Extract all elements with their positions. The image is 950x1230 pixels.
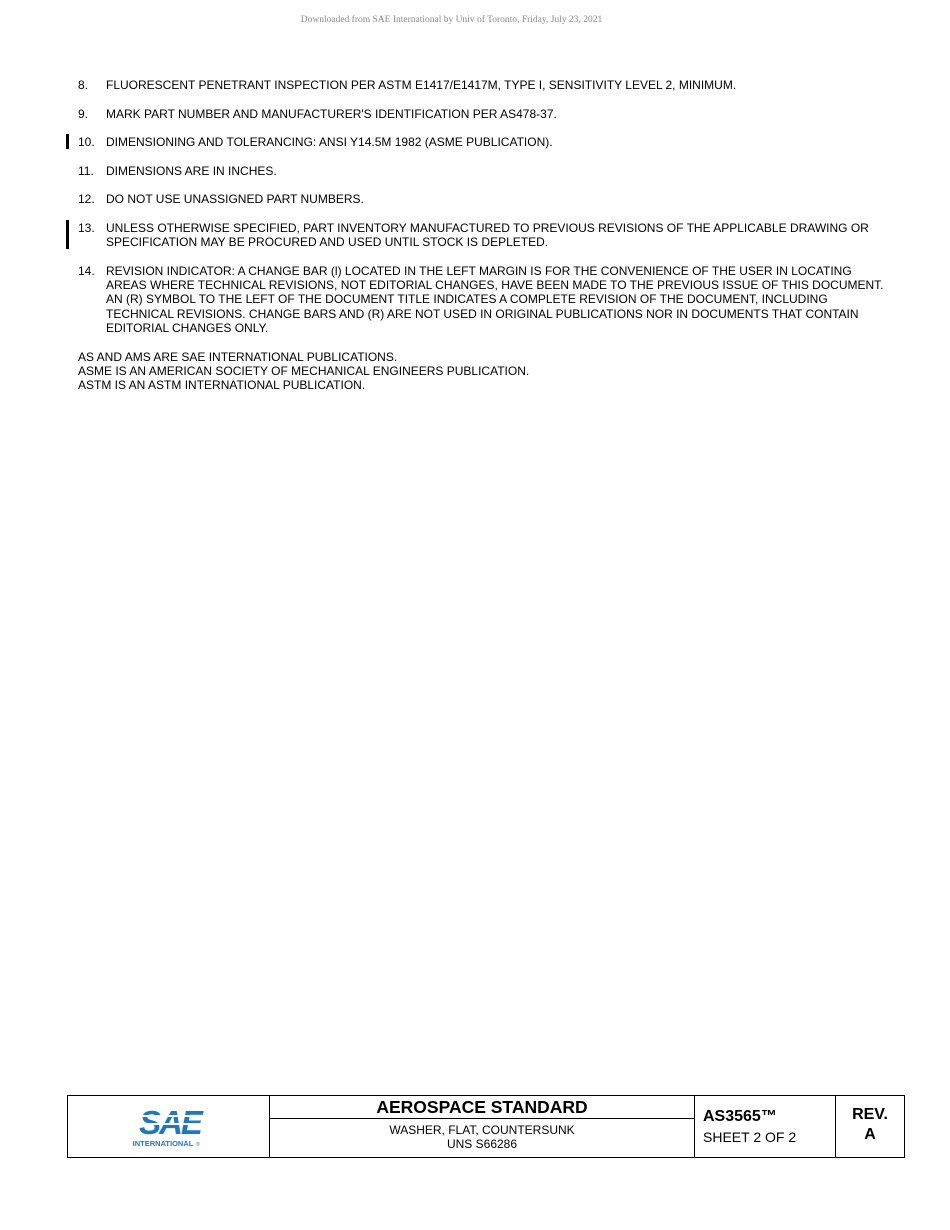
note-14	[78, 264, 888, 335]
note-number: 12.	[78, 192, 95, 207]
note-text: DIMENSIONS ARE IN INCHES.	[106, 163, 277, 178]
publications-list	[78, 350, 888, 393]
sae-logo-icon	[130, 1104, 210, 1150]
note-number: 14.	[78, 263, 95, 278]
note-10	[78, 135, 888, 149]
note-text: UNLESS OTHERWISE SPECIFIED, PART INVENTORY MANUFACTURED TO PREVIOUS REVISIONS OF THE APPLICABLE DRAWING OR SPECIFICATION MAY BE PROCURED AND USED UNTIL STOCK IS DEPLETED.	[106, 220, 869, 250]
note-11	[78, 164, 888, 178]
title-block	[67, 1095, 905, 1158]
part-title: WASHER, FLAT, COUNTERSUNK	[389, 1123, 575, 1137]
publication-line: ASTM IS AN ASTM INTERNATIONAL PUBLICATION.	[78, 378, 366, 393]
note-text: REVISION INDICATOR: A CHANGE BAR (l) LOCATED IN THE LEFT MARGIN IS FOR THE CONVENIENCE OF THE USER IN LOCATING AREAS WHERE TECHNICAL REVISIONS, NOT EDITORIAL CHANGES, HAVE BEEN MADE TO THE PREVIOUS ISSUE OF THIS DOCUMENT. AN (R) SYMBOL TO THE LEFT OF THE DOCUMENT TITLE INDICATES A COMPLETE REVISION OF THE DOCUMENT, INCLUDING TECHNICAL REVISIONS. CHANGE BARS AND (R) ARE NOT USED IN ORIGINAL PUBLICATIONS NOR IN DOCUMENTS THAT CONTAIN EDITORIAL CHANGES ONLY.	[106, 263, 884, 336]
note-9	[78, 107, 888, 121]
note-number: 10.	[78, 135, 95, 150]
note-text: MARK PART NUMBER AND MANUFACTURER'S IDENTIFICATION PER AS478-37.	[106, 106, 557, 121]
logo-subtext: INTERNATIONAL	[132, 1139, 194, 1148]
revision-value: A	[864, 1126, 876, 1143]
logo-cell	[68, 1096, 270, 1157]
note-number: 9.	[78, 106, 89, 121]
logo-wordmark: SAE	[139, 1104, 201, 1141]
download-watermark: Downloaded from SAE International by Univ of Toronto, Friday, July 23, 2021	[300, 15, 603, 25]
note-13	[78, 221, 888, 250]
title-cell	[270, 1096, 695, 1157]
note-number: 11.	[78, 163, 94, 178]
note-8	[78, 78, 888, 92]
part-material: UNS S66286	[446, 1137, 518, 1151]
publication-line: ASME IS AN AMERICAN SOCIETY OF MECHANICAL ENGINEERS PUBLICATION.	[78, 363, 530, 378]
publication-line: AS AND AMS ARE SAE INTERNATIONAL PUBLICATIONS.	[78, 349, 398, 364]
note-text: FLUORESCENT PENETRANT INSPECTION PER ASTM E1417/E1417M, TYPE I, SENSITIVITY LEVEL 2, MINIMUM.	[106, 78, 737, 92]
standard-heading: AEROSPACE STANDARD	[270, 1096, 694, 1119]
notes-section	[78, 78, 888, 393]
sae-logo	[130, 1104, 210, 1150]
change-bar	[66, 134, 69, 149]
sheet-number: SHEET 2 OF 2	[703, 1129, 797, 1145]
revision-cell	[836, 1096, 904, 1157]
logo-registered-mark: ®	[196, 1142, 200, 1148]
revision-label: REV.	[852, 1106, 888, 1123]
note-number: 8.	[78, 78, 89, 92]
doc-number-cell	[695, 1096, 836, 1157]
note-text: DO NOT USE UNASSIGNED PART NUMBERS.	[106, 192, 364, 207]
note-12	[78, 192, 888, 206]
part-description	[270, 1123, 694, 1151]
change-bar	[66, 220, 69, 249]
document-number: AS3565™	[703, 1108, 777, 1125]
note-text: DIMENSIONING AND TOLERANCING: ANSI Y14.5M 1982 (ASME PUBLICATION).	[106, 135, 553, 150]
note-number: 13.	[78, 220, 95, 235]
